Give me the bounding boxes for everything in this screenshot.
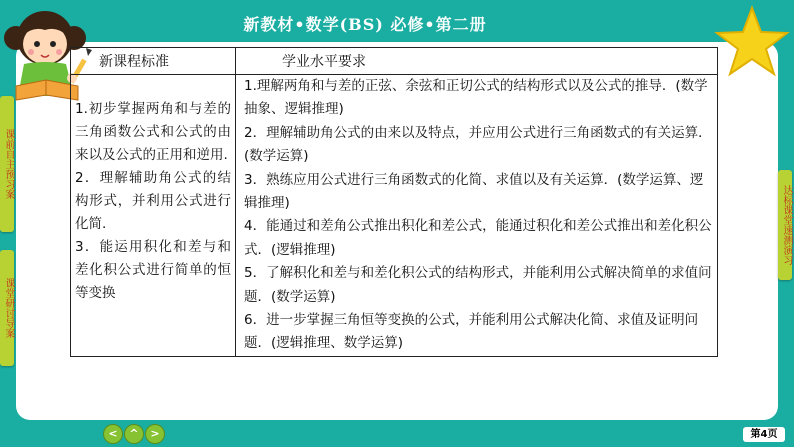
previous-page-button[interactable]: <	[103, 424, 123, 444]
table-row	[71, 75, 718, 357]
star-decoration-icon	[712, 2, 792, 82]
home-button[interactable]: ^	[124, 424, 144, 444]
side-tab-preview[interactable]: 课前自主预习案	[0, 96, 14, 232]
page-header-title: 新教材•数学(BS) 必修•第二册	[243, 15, 487, 34]
requirement-item: 2．理解辅助角公式的由来以及特点，并应用公式进行三角函数式的有关运算．(数学运算)	[244, 124, 712, 165]
table-header-row	[71, 48, 718, 75]
column-header-standard: 新课程标准	[71, 48, 236, 75]
side-tab-discussion[interactable]: 课堂研讨导案	[0, 250, 14, 366]
requirement-item: 5．了解积化和差与和差化积公式的结构形式，并能利用公式解决简单的求值问题．(数学运算)	[244, 265, 712, 305]
column-header-requirement: 学业水平要求	[236, 48, 718, 75]
requirement-item: 1.理解两角和与差的正弦、余弦和正切公式的结构形式以及公式的推导．(数学抽象、逻辑推理)	[244, 78, 708, 118]
requirement-item: 4．能通过和差角公式推出积化和差公式，能通过积化和差公式推出和差化积公式．(逻辑推理)	[244, 218, 712, 258]
standard-item: 1.初步掌握两角和与差的三角函数公式和公式的由来以及公式的正用和逆用.	[75, 101, 231, 163]
side-tab-quick-test[interactable]: 达标课堂速测演习	[778, 170, 792, 280]
next-page-button[interactable]: >	[145, 424, 165, 444]
standard-item: 2．理解辅助角公式的结构形式，并利用公式进行化简.	[75, 170, 231, 232]
requirement-cell	[236, 75, 718, 357]
page-number: 第4页	[743, 427, 785, 442]
requirement-item: 3．熟练应用公式进行三角函数式的化简、求值以及有关运算．(数学运算、逻辑推理)	[244, 171, 704, 212]
standard-cell	[71, 75, 236, 357]
standards-table	[70, 47, 718, 357]
requirement-item: 6．进一步掌握三角恒等变换的公式，并能利用公式解决化简、求值及证明问题．(逻辑推理、数学运算)	[244, 312, 699, 352]
standard-item: 3．能运用积化和差与和差化积公式进行简单的恒等变换	[75, 239, 231, 301]
